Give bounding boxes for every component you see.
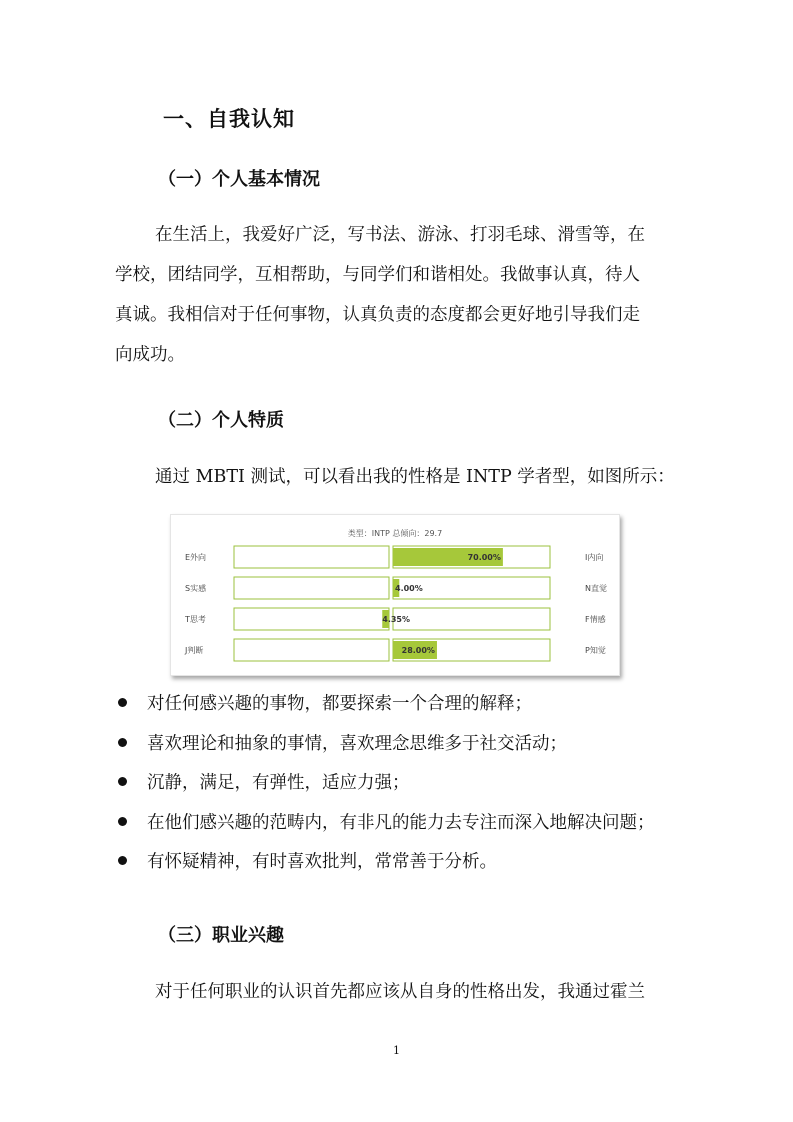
row-right-label: N直觉 bbox=[585, 584, 607, 593]
bullet-icon bbox=[118, 738, 127, 747]
traits-intro bbox=[115, 457, 680, 497]
bullet-text: 在他们感兴趣的范畴内，有非凡的能力去专注而深入地解决问题； bbox=[147, 812, 655, 833]
data-label: 28.00% bbox=[401, 646, 435, 655]
bar-track-left bbox=[234, 546, 389, 568]
row-left-label: J判断 bbox=[185, 646, 204, 655]
bullet-text: 有怀疑精神，有时喜欢批判，常常善于分析。 bbox=[147, 852, 497, 872]
bullet-icon bbox=[118, 817, 127, 826]
paragraph-line: 真诚。我相信对于任何事物，认真负责的态度都会更好地引导我们走 bbox=[115, 305, 640, 325]
career-interest-paragraph bbox=[115, 972, 680, 1012]
bar-track-right bbox=[393, 608, 550, 630]
basic-info-paragraph bbox=[115, 215, 680, 375]
row-left-label: E外向 bbox=[185, 553, 207, 562]
bullet-text: 对任何感兴趣的事物，都要探索一个合理的解释； bbox=[147, 694, 532, 714]
list-item bbox=[118, 804, 718, 844]
list-item bbox=[118, 725, 718, 765]
section-title-career-interest: （三）职业兴趣 bbox=[158, 925, 284, 946]
paragraph-line: 对于任何职业的认识首先都应该从自身的性格出发，我通过霍兰 bbox=[155, 982, 645, 1002]
mbti-chart bbox=[170, 514, 620, 676]
row-right-label: I内向 bbox=[585, 553, 604, 562]
bullet-icon bbox=[118, 856, 127, 865]
list-item bbox=[118, 843, 718, 883]
section-title-basic-info: （一）个人基本情况 bbox=[158, 169, 320, 190]
row-right-label: F情感 bbox=[585, 615, 606, 624]
paragraph-line: 学校，团结同学，互相帮助，与同学们和谐相处。我做事认真，待人 bbox=[115, 265, 640, 285]
section-title-traits: （二）个人特质 bbox=[158, 410, 284, 431]
mbti-chart-svg bbox=[171, 515, 619, 675]
paragraph-line: 通过 MBTI 测试，可以看出我的性格是 INTP 学者型，如图所示： bbox=[155, 467, 675, 487]
paragraph-line: 在生活上，我爱好广泛，写书法、游泳、打羽毛球、滑雪等，在 bbox=[155, 225, 645, 245]
bullet-icon bbox=[118, 777, 127, 786]
row-left-label: S实感 bbox=[185, 584, 207, 593]
data-label: 4.00% bbox=[395, 584, 423, 593]
list-item bbox=[118, 764, 718, 804]
data-label: 70.00% bbox=[467, 553, 501, 562]
bar-track-left bbox=[234, 608, 389, 630]
page-number: 1 bbox=[393, 1044, 400, 1057]
bar-track-left bbox=[234, 577, 389, 599]
row-right-label: P知觉 bbox=[585, 646, 606, 655]
list-item bbox=[118, 685, 718, 725]
bullet-icon bbox=[118, 698, 127, 707]
paragraph-line: 向成功。 bbox=[115, 345, 185, 365]
bullet-text: 喜欢理论和抽象的事情，喜欢理念思维多于社交活动； bbox=[147, 733, 567, 754]
bullet-text: 沉静，满足，有弹性，适应力强； bbox=[147, 773, 410, 793]
trait-bullet-list bbox=[118, 685, 718, 883]
data-label: 4.35% bbox=[382, 615, 411, 624]
bar-track-left bbox=[234, 639, 389, 661]
page-heading: 一、自我认知 bbox=[163, 107, 295, 131]
chart-title: 类型：INTP 总倾向：29.7 bbox=[347, 529, 443, 538]
row-left-label: T思考 bbox=[185, 615, 206, 624]
